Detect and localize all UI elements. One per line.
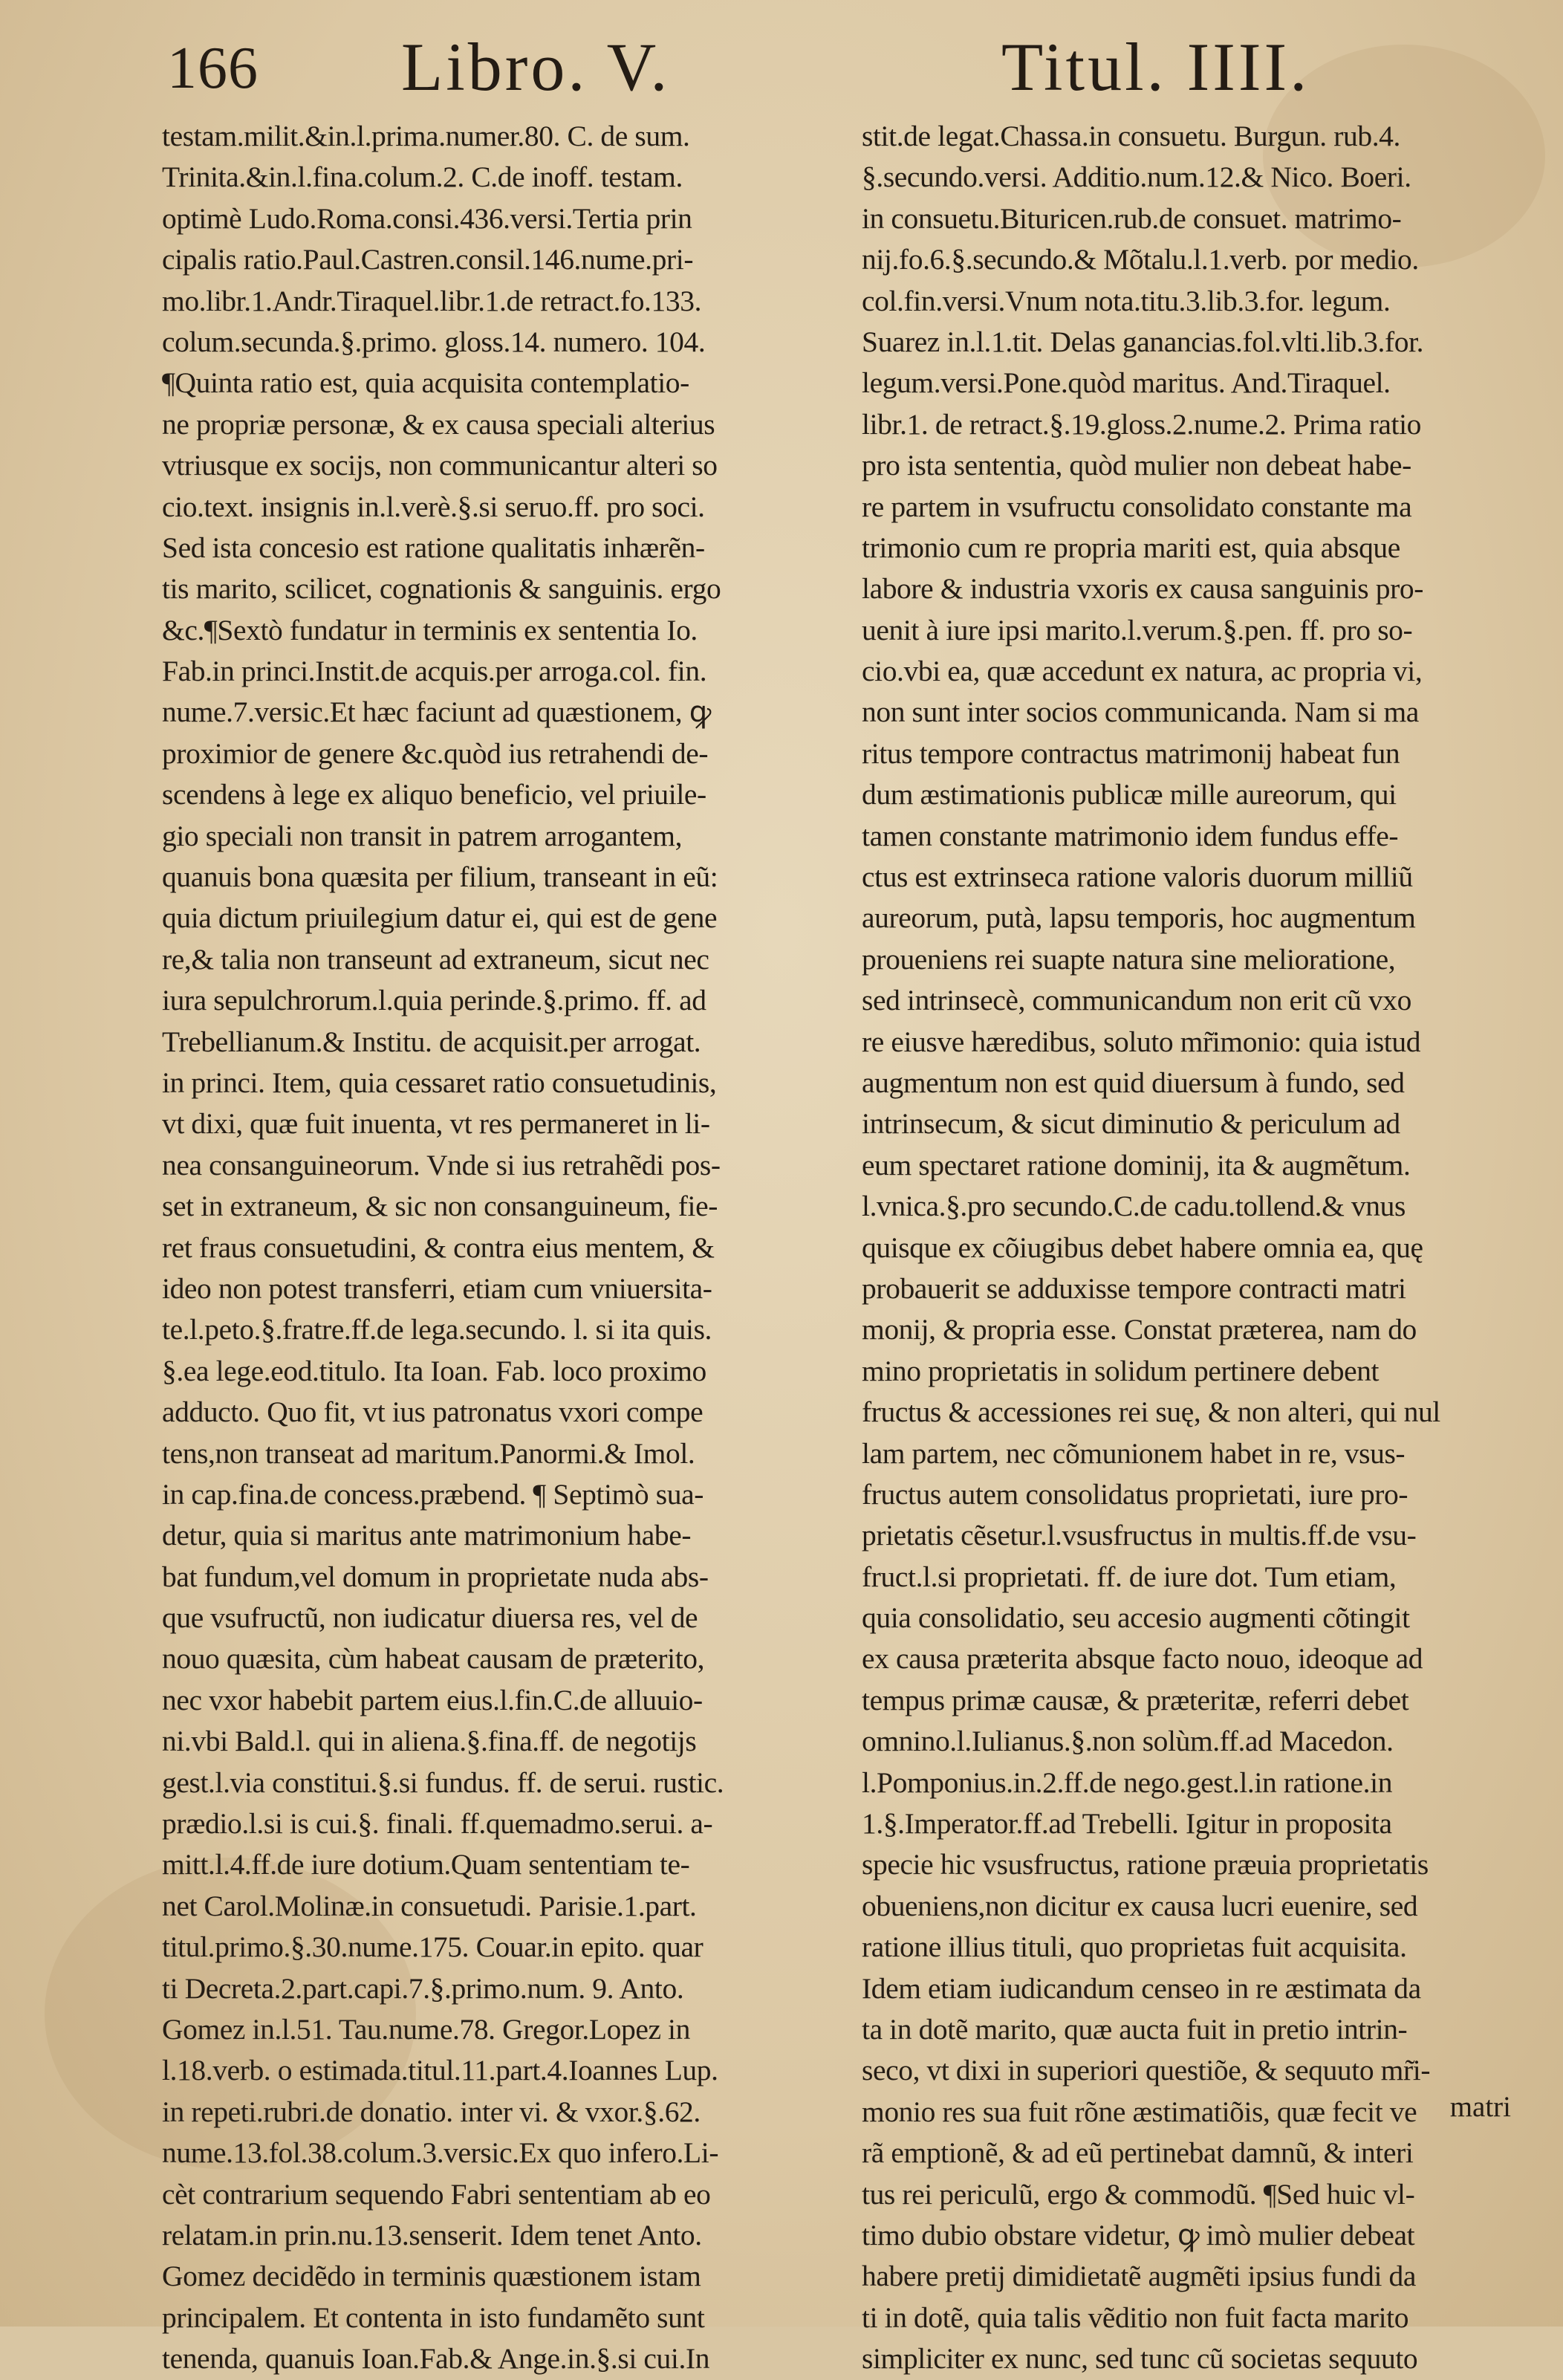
text-line: ret fraus consuetudini, & contra eius mentem, & — [162, 1230, 715, 1264]
text-line: titul.primo.§.30.nume.175. Couar.in epito. quar — [162, 1930, 703, 1964]
text-line: specie hic vsusfructus, ratione præuia proprietatis — [862, 1848, 1429, 1881]
text-line: ¶Quinta ratio est, quia acquisita contemplatio- — [162, 366, 689, 400]
text-line: in consuetu.Bituricen.rub.de consuet. matrimo- — [862, 201, 1402, 235]
text-line: 1.§.Imperator.ff.ad Trebelli. Igitur in proposita — [862, 1807, 1392, 1841]
text-line: re,& talia non transeunt ad extraneum, sicut nec — [162, 942, 709, 976]
text-line: col.fin.versi.Vnum nota.titu.3.lib.3.for. legum. — [862, 284, 1391, 317]
text-line: stit.de legat.Chassa.in consuetu. Burgun. rub.4. — [862, 120, 1400, 152]
text-line: lam partem, nec cõmunionem habet in re, vsus- — [862, 1436, 1406, 1470]
page-number: 166 — [167, 36, 259, 101]
text-line: libr.1. de retract.§.19.gloss.2.nume.2. Prima ratio — [862, 407, 1421, 441]
text-line: mitt.l.4.ff.de iure dotium.Quam sententiam te- — [162, 1848, 690, 1881]
text-line: in cap.fina.de concess.præbend. ¶ Septimò sua- — [162, 1477, 703, 1511]
text-line: cèt contrarium sequendo Fabri sententiam ab eo — [162, 2177, 711, 2211]
text-line: cipalis ratio.Paul.Castren.consil.146.nume.pri- — [162, 243, 694, 276]
text-line: tens,non transeat ad maritum.Panormi.& Imol. — [162, 1436, 695, 1470]
text-line: principalem. Et contenta in isto fundamẽto sunt — [162, 2300, 705, 2334]
text-line: legum.versi.Pone.quòd maritus. And.Tiraquel. — [862, 366, 1391, 400]
text-line: habere pretij dimidietatẽ augmẽti ipsius fundi da — [862, 2260, 1417, 2293]
text-line: que vsufructũ, non iudicatur diuersa res, vel de — [162, 1601, 698, 1635]
text-line: pro ista sententia, quòd mulier non debeat habe- — [862, 449, 1411, 482]
text-line: eum spectaret ratione dominij, ita & augmẽtum. — [862, 1148, 1411, 1181]
catchword: matri — [1449, 2091, 1511, 2123]
text-line: ti in dotẽ, quia talis vẽditio non fuit facta marito — [862, 2300, 1409, 2334]
text-line: vt dixi, quæ fuit inuenta, vt res permaneret in li- — [162, 1107, 710, 1141]
text-line: ti Decreta.2.part.capi.7.§.primo.num. 9. Anto. — [162, 1971, 684, 2005]
text-line: tis marito, scilicet, cognationis & sanguinis. ergo — [162, 572, 721, 606]
text-line: ni.vbi Bald.l. qui in aliena.§.fina.ff. de negotijs — [162, 1725, 697, 1758]
text-line: mino proprietatis in solidum pertinere debent — [862, 1354, 1380, 1387]
text-line: cio.vbi ea, quæ accedunt ex natura, ac propria vi, — [862, 655, 1423, 688]
text-line: simpliciter ex nunc, sed tunc cũ societas sequuto — [862, 2342, 1418, 2376]
text-line: iura sepulchrorum.l.quia perinde.§.primo. ff. ad — [162, 984, 706, 1017]
text-line: gest.l.via constitui.§.si fundus. ff. de serui. rustic. — [162, 1765, 724, 1799]
text-line: omnino.l.Iulianus.§.non solùm.ff.ad Macedon. — [862, 1725, 1394, 1758]
text-line: probauerit se adduxisse tempore contracti matri — [862, 1271, 1406, 1305]
text-line: non sunt inter socios communicanda. Nam si ma — [862, 695, 1419, 729]
text-line: bat fundum,vel domum in proprietate nuda abs- — [162, 1560, 709, 1593]
text-line: ritus tempore contractus matrimonij habeat fun — [862, 736, 1400, 770]
text-line: tenenda, quanuis Ioan.Fab.& Ange.in.§.si cui.In — [162, 2342, 710, 2376]
text-line: &c.¶Sextò fundatur in terminis ex sententia Io. — [162, 613, 698, 646]
text-line: testam.milit.&in.l.prima.numer.80. C. de sum. — [162, 120, 690, 152]
text-line: quanuis bona quæsita per filium, transeant in eũ: — [162, 860, 718, 894]
text-line: te.l.peto.§.fratre.ff.de lega.secundo. l. si ita quis. — [162, 1313, 712, 1346]
text-line: net Carol.Molinæ.in consuetudi. Parisie.1.part. — [162, 1889, 697, 1922]
text-line: prietatis cẽsetur.l.vsusfructus in multis.ff.de vsu- — [862, 1519, 1417, 1552]
text-line: vtriusque ex socijs, non communicantur alteri so — [162, 449, 718, 482]
text-line: mo.libr.1.Andr.Tiraquel.libr.1.de retract.fo.133. — [162, 284, 702, 317]
text-line: re eiusve hæredibus, soluto mr̃imonio: quia istud — [862, 1025, 1421, 1058]
page-header — [0, 22, 1563, 111]
text-line: gio speciali non transit in patrem arrogantem, — [162, 819, 683, 852]
text-line: labore & industria vxoris ex causa sanguinis pro- — [862, 572, 1423, 606]
text-line: ta in dotẽ marito, quæ aucta fuit in pretio intrin- — [862, 2012, 1408, 2046]
running-head-book: Libro. V. — [401, 29, 671, 105]
text-line: dum æstimationis publicæ mille aureorum, qui — [862, 778, 1397, 811]
text-line: proximior de genere &c.quòd ius retrahendi de- — [162, 736, 709, 770]
text-line: colum.secunda.§.primo. gloss.14. numero. 104. — [162, 325, 706, 358]
text-line: in repeti.rubri.de donatio. inter vi. & vxor.§.62. — [162, 2095, 701, 2128]
text-line: l.Pomponius.in.2.ff.de nego.gest.l.in ratione.in — [862, 1765, 1393, 1799]
text-line: re partem in vsufructu consolidato constante ma — [862, 490, 1412, 523]
text-line: rã emptionẽ, & ad eũ pertinebat damnũ, & interi — [862, 2136, 1414, 2170]
text-line: ideo non potest transferri, etiam cum vniuersita- — [162, 1271, 712, 1305]
text-line: ex causa præterita absque facto nouo, ideoque ad — [862, 1642, 1423, 1676]
text-line: obueniens,non dicitur ex causa lucri euenire, sed — [862, 1889, 1418, 1922]
text-line: Gomez in.l.51. Tau.nume.78. Gregor.Lopez in — [162, 2012, 690, 2046]
text-line: aureorum, putà, lapsu temporis, hoc augmentum — [862, 901, 1416, 935]
text-line: quia consolidatio, seu accesio augmenti cõtingit — [862, 1601, 1410, 1635]
text-line: nec vxor habebit partem eius.l.fin.C.de alluuio- — [162, 1683, 703, 1716]
text-line: augmentum non est quid diuersum à fundo, sed — [862, 1066, 1405, 1099]
running-head-title: Titul. IIII. — [1001, 29, 1310, 105]
text-line: Trinita.&in.l.fina.colum.2. C.de inoff. testam. — [162, 160, 683, 194]
text-line: §.ea lege.eod.titulo. Ita Ioan. Fab. loco proximo — [162, 1354, 706, 1387]
text-line: quia dictum priuilegium datur ei, qui est de gene — [162, 901, 718, 935]
text-line: proueniens rei suapte natura sine melioratione, — [862, 942, 1396, 976]
text-line: relatam.in prin.nu.13.senserit. Idem tenet Anto. — [162, 2218, 702, 2251]
text-line: adducto. Quo fit, vt ius patronatus vxori compe — [162, 1395, 703, 1429]
text-line: tus rei periculũ, ergo & commodũ. ¶Sed huic vl- — [862, 2177, 1415, 2211]
text-line: Gomez decidẽdo in terminis quæstionem istam — [162, 2260, 701, 2293]
text-line: Suarez in.l.1.tit. Delas ganancias.fol.vlti.lib.3.for. — [862, 325, 1424, 358]
text-line: cio.text. insignis in.l.verè.§.si seruo.ff. pro soci. — [162, 490, 705, 523]
text-line: nea consanguineorum. Vnde si ius retrahẽdi pos- — [162, 1148, 721, 1181]
text-line: seco, vt dixi in superiori questiõe, & sequuto mr̃i- — [862, 2054, 1431, 2087]
text-line: intrinsecum, & sicut diminutio & periculum ad — [862, 1107, 1400, 1141]
text-line: trimonio cum re propria mariti est, quia absque — [862, 531, 1400, 564]
text-line: monij, & propria esse. Constat præterea, nam do — [862, 1313, 1417, 1346]
text-line: uenit à iure ipsi marito.l.verum.§.pen. ff. pro so- — [862, 613, 1413, 646]
text-line: tamen constante matrimonio idem fundus effe- — [862, 819, 1399, 852]
text-line: sed intrinsecè, communicandum non erit cũ vxo — [862, 984, 1411, 1017]
text-line: l.vnica.§.pro secundo.C.de cadu.tollend.& vnus — [862, 1190, 1406, 1223]
text-line: in princi. Item, quia cessaret ratio consuetudinis, — [162, 1066, 717, 1099]
text-line: nume.13.fol.38.colum.3.versic.Ex quo infero.Li- — [162, 2136, 719, 2170]
text-line: prædio.l.si is cui.§. finali. ff.quemadmo.serui. a- — [162, 1807, 713, 1841]
left-text-column — [162, 116, 823, 2379]
text-line: nume.7.versic.Et hæc faciunt ad quæstionem, ꝙ — [162, 695, 711, 729]
right-text-column — [862, 116, 1515, 2379]
text-line: ratione illius tituli, quo proprietas fuit acquisita. — [862, 1930, 1407, 1964]
text-line: fructus & accessiones rei suę, & non alteri, qui nul — [862, 1395, 1440, 1429]
text-line: l.18.verb. o estimada.titul.11.part.4.Ioannes Lup. — [162, 2054, 718, 2087]
text-line: detur, quia si maritus ante matrimonium habe- — [162, 1519, 692, 1552]
text-line: Trebellianum.& Institu. de acquisit.per arrogat. — [162, 1025, 701, 1058]
text-line: set in extraneum, & sic non consanguineum, fie- — [162, 1190, 718, 1223]
text-line: nouo quæsita, cùm habeat causam de præterito, — [162, 1642, 705, 1676]
text-line: timo dubio obstare videtur, ꝙ imò mulier debeat — [862, 2218, 1415, 2251]
text-line: Sed ista concesio est ratione qualitatis inhærẽn- — [162, 531, 705, 564]
text-line: §.secundo.versi. Additio.num.12.& Nico. Boeri. — [862, 160, 1411, 194]
text-line: monio res sua fuit rõne æstimatiõis, quæ fecit ve — [862, 2095, 1417, 2128]
text-line: fruct.l.si proprietati. ff. de iure dot. Tum etiam, — [862, 1560, 1397, 1593]
text-line: scendens à lege ex aliquo beneficio, vel priuile- — [162, 778, 706, 811]
text-line: Fab.in princi.Instit.de acquis.per arroga.col. fin. — [162, 655, 707, 688]
text-line: quisque ex cõiugibus debet habere omnia ea, quę — [862, 1230, 1423, 1264]
text-line: Idem etiam iudicandum censeo in re æstimata da — [862, 1971, 1421, 2005]
text-line: tempus primæ causæ, & præteritæ, referri debet — [862, 1683, 1409, 1716]
text-line: fructus autem consolidatus proprietati, iure pro- — [862, 1477, 1408, 1511]
text-line: optimè Ludo.Roma.consi.436.versi.Tertia prin — [162, 201, 692, 235]
text-line: ne propriæ personæ, & ex causa speciali alterius — [162, 407, 715, 441]
text-line: nij.fo.6.§.secundo.& Mõtalu.l.1.verb. por medio. — [862, 243, 1419, 276]
text-line: ctus est extrinseca ratione valoris duorum milliũ — [862, 860, 1413, 894]
